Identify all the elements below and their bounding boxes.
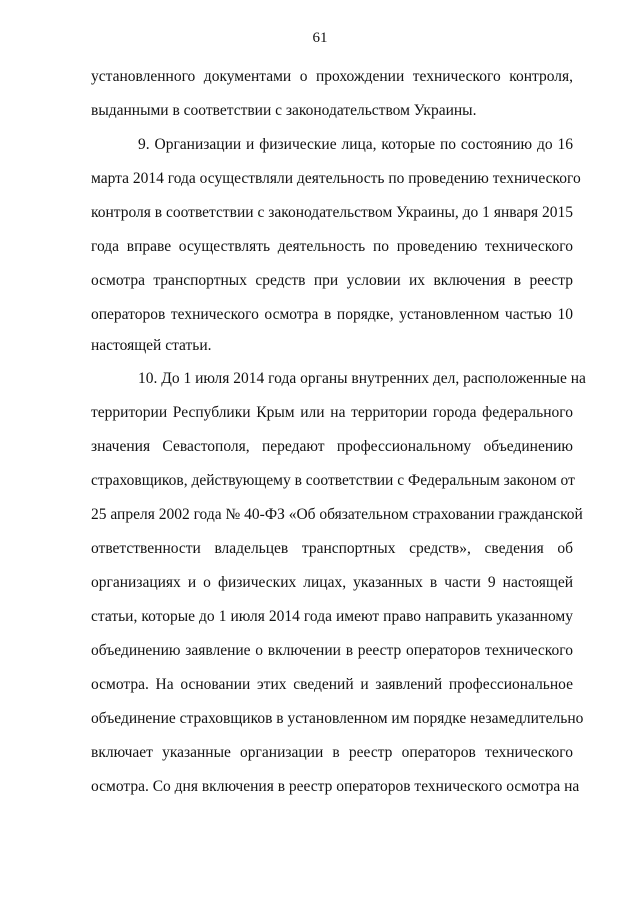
text-line: объединение страховщиков в установленном им порядке незамедлительно: [91, 710, 584, 727]
text-line: настоящей статьи.: [91, 337, 212, 354]
text-line: включает указанные организации в реестр операторов технического: [91, 744, 573, 761]
text-line: осмотра. Со дня включения в реестр операторов технического осмотра на: [91, 778, 580, 795]
text-line: осмотра. На основании этих сведений и заявлений профессиональное: [91, 676, 573, 693]
text-line: операторов технического осмотра в порядке, установленном частью 10: [91, 306, 573, 323]
paragraph-9-start: 9. Организации и физические лица, которые по состоянию до 16: [138, 136, 573, 153]
text-line: статьи, которые до 1 июля 2014 года имеют право направить указанному: [91, 608, 573, 625]
text-line: 25 апреля 2002 года № 40-ФЗ «Об обязательном страховании гражданской: [91, 506, 583, 523]
text-line: марта 2014 года осуществляли деятельность по проведению технического: [91, 170, 581, 187]
text-line: организациях и о физических лицах, указанных в части 9 настоящей: [91, 574, 573, 591]
text-line: установленного документами о прохождении технического контроля,: [91, 68, 573, 85]
text-line: объединению заявление о включении в реестр операторов технического: [91, 642, 573, 659]
text-line: осмотра транспортных средств при условии их включения в реестр: [91, 272, 573, 289]
text-line: контроля в соответствии с законодательством Украины, до 1 января 2015: [91, 204, 573, 221]
text-line: ответственности владельцев транспортных средств», сведения об: [91, 540, 573, 557]
text-line: территории Республики Крым или на территории города федерального: [91, 404, 573, 421]
text-line: значения Севастополя, передают профессиональному объединению: [91, 438, 573, 455]
paragraph-10-start: 10. До 1 июля 2014 года органы внутренних дел, расположенные на: [138, 370, 586, 387]
text-line: выданными в соответствии с законодательством Украины.: [91, 102, 477, 119]
text-line: страховщиков, действующему в соответствии с Федеральным законом от: [91, 472, 575, 489]
text-line: года вправе осуществлять деятельность по проведению технического: [91, 238, 573, 255]
page-number: 61: [312, 30, 328, 46]
